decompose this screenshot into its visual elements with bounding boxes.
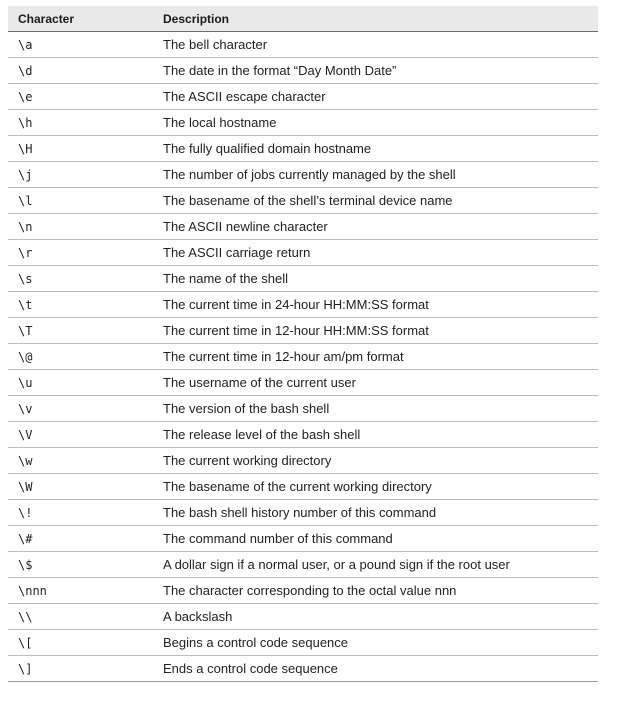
description-cell: The local hostname — [163, 110, 598, 136]
table-row — [8, 136, 598, 162]
description-cell: The version of the bash shell — [163, 396, 598, 422]
description-cell: The name of the shell — [163, 266, 598, 292]
description-cell: The current time in 24-hour HH:MM:SS format — [163, 292, 598, 318]
description-cell: The basename of the shell’s terminal device name — [163, 188, 598, 214]
description-cell: A backslash — [163, 604, 598, 630]
description-cell: The bell character — [163, 32, 598, 58]
table-row — [8, 84, 598, 110]
escape-sequence-cell: \# — [8, 526, 163, 552]
escape-sequence-cell: \j — [8, 162, 163, 188]
table-row — [8, 318, 598, 344]
table-row — [8, 188, 598, 214]
escape-sequence-cell: \H — [8, 136, 163, 162]
table-row — [8, 214, 598, 240]
description-cell: The current time in 12-hour HH:MM:SS format — [163, 318, 598, 344]
table-header — [8, 6, 598, 32]
description-cell: The bash shell history number of this command — [163, 500, 598, 526]
prompt-escape-table — [8, 6, 598, 682]
escape-sequence-cell: \w — [8, 448, 163, 474]
description-cell: The current time in 12-hour am/pm format — [163, 344, 598, 370]
escape-sequence-cell: \@ — [8, 344, 163, 370]
table-row — [8, 448, 598, 474]
table-row — [8, 396, 598, 422]
escape-sequence-cell: \t — [8, 292, 163, 318]
table-row — [8, 604, 598, 630]
table-row — [8, 630, 598, 656]
description-cell: The fully qualified domain hostname — [163, 136, 598, 162]
description-cell: The basename of the current working directory — [163, 474, 598, 500]
table-row — [8, 162, 598, 188]
escape-sequence-cell: \e — [8, 84, 163, 110]
description-cell: The date in the format “Day Month Date” — [163, 58, 598, 84]
description-cell: The ASCII newline character — [163, 214, 598, 240]
escape-sequence-cell: \r — [8, 240, 163, 266]
header-character: Character — [8, 6, 163, 32]
escape-sequence-cell: \n — [8, 214, 163, 240]
table-row — [8, 370, 598, 396]
table-row — [8, 526, 598, 552]
header-description: Description — [163, 6, 598, 32]
escape-sequence-cell: \d — [8, 58, 163, 84]
escape-sequence-cell: \h — [8, 110, 163, 136]
description-cell: The ASCII carriage return — [163, 240, 598, 266]
escape-sequence-cell: \v — [8, 396, 163, 422]
table-row — [8, 474, 598, 500]
escape-sequence-cell: \T — [8, 318, 163, 344]
table-row — [8, 552, 598, 578]
table-row — [8, 422, 598, 448]
table-row — [8, 32, 598, 58]
prompt-escape-table-container — [8, 6, 598, 682]
table-row — [8, 58, 598, 84]
escape-sequence-cell: \s — [8, 266, 163, 292]
description-cell: The character corresponding to the octal value nnn — [163, 578, 598, 604]
header-row — [8, 6, 598, 32]
escape-sequence-cell: \! — [8, 500, 163, 526]
escape-sequence-cell: \\ — [8, 604, 163, 630]
table-row — [8, 240, 598, 266]
escape-sequence-cell: \nnn — [8, 578, 163, 604]
escape-sequence-cell: \] — [8, 656, 163, 682]
description-cell: Ends a control code sequence — [163, 656, 598, 682]
description-cell: The current working directory — [163, 448, 598, 474]
description-cell: The command number of this command — [163, 526, 598, 552]
escape-sequence-cell: \$ — [8, 552, 163, 578]
description-cell: The ASCII escape character — [163, 84, 598, 110]
table-row — [8, 344, 598, 370]
table-body — [8, 32, 598, 682]
table-row — [8, 110, 598, 136]
table-row — [8, 292, 598, 318]
description-cell: The release level of the bash shell — [163, 422, 598, 448]
escape-sequence-cell: \a — [8, 32, 163, 58]
table-row — [8, 578, 598, 604]
table-row — [8, 266, 598, 292]
table-row — [8, 500, 598, 526]
description-cell: Begins a control code sequence — [163, 630, 598, 656]
description-cell: The number of jobs currently managed by the shell — [163, 162, 598, 188]
escape-sequence-cell: \V — [8, 422, 163, 448]
escape-sequence-cell: \l — [8, 188, 163, 214]
description-cell: A dollar sign if a normal user, or a pound sign if the root user — [163, 552, 598, 578]
escape-sequence-cell: \W — [8, 474, 163, 500]
escape-sequence-cell: \[ — [8, 630, 163, 656]
escape-sequence-cell: \u — [8, 370, 163, 396]
description-cell: The username of the current user — [163, 370, 598, 396]
table-row — [8, 656, 598, 682]
